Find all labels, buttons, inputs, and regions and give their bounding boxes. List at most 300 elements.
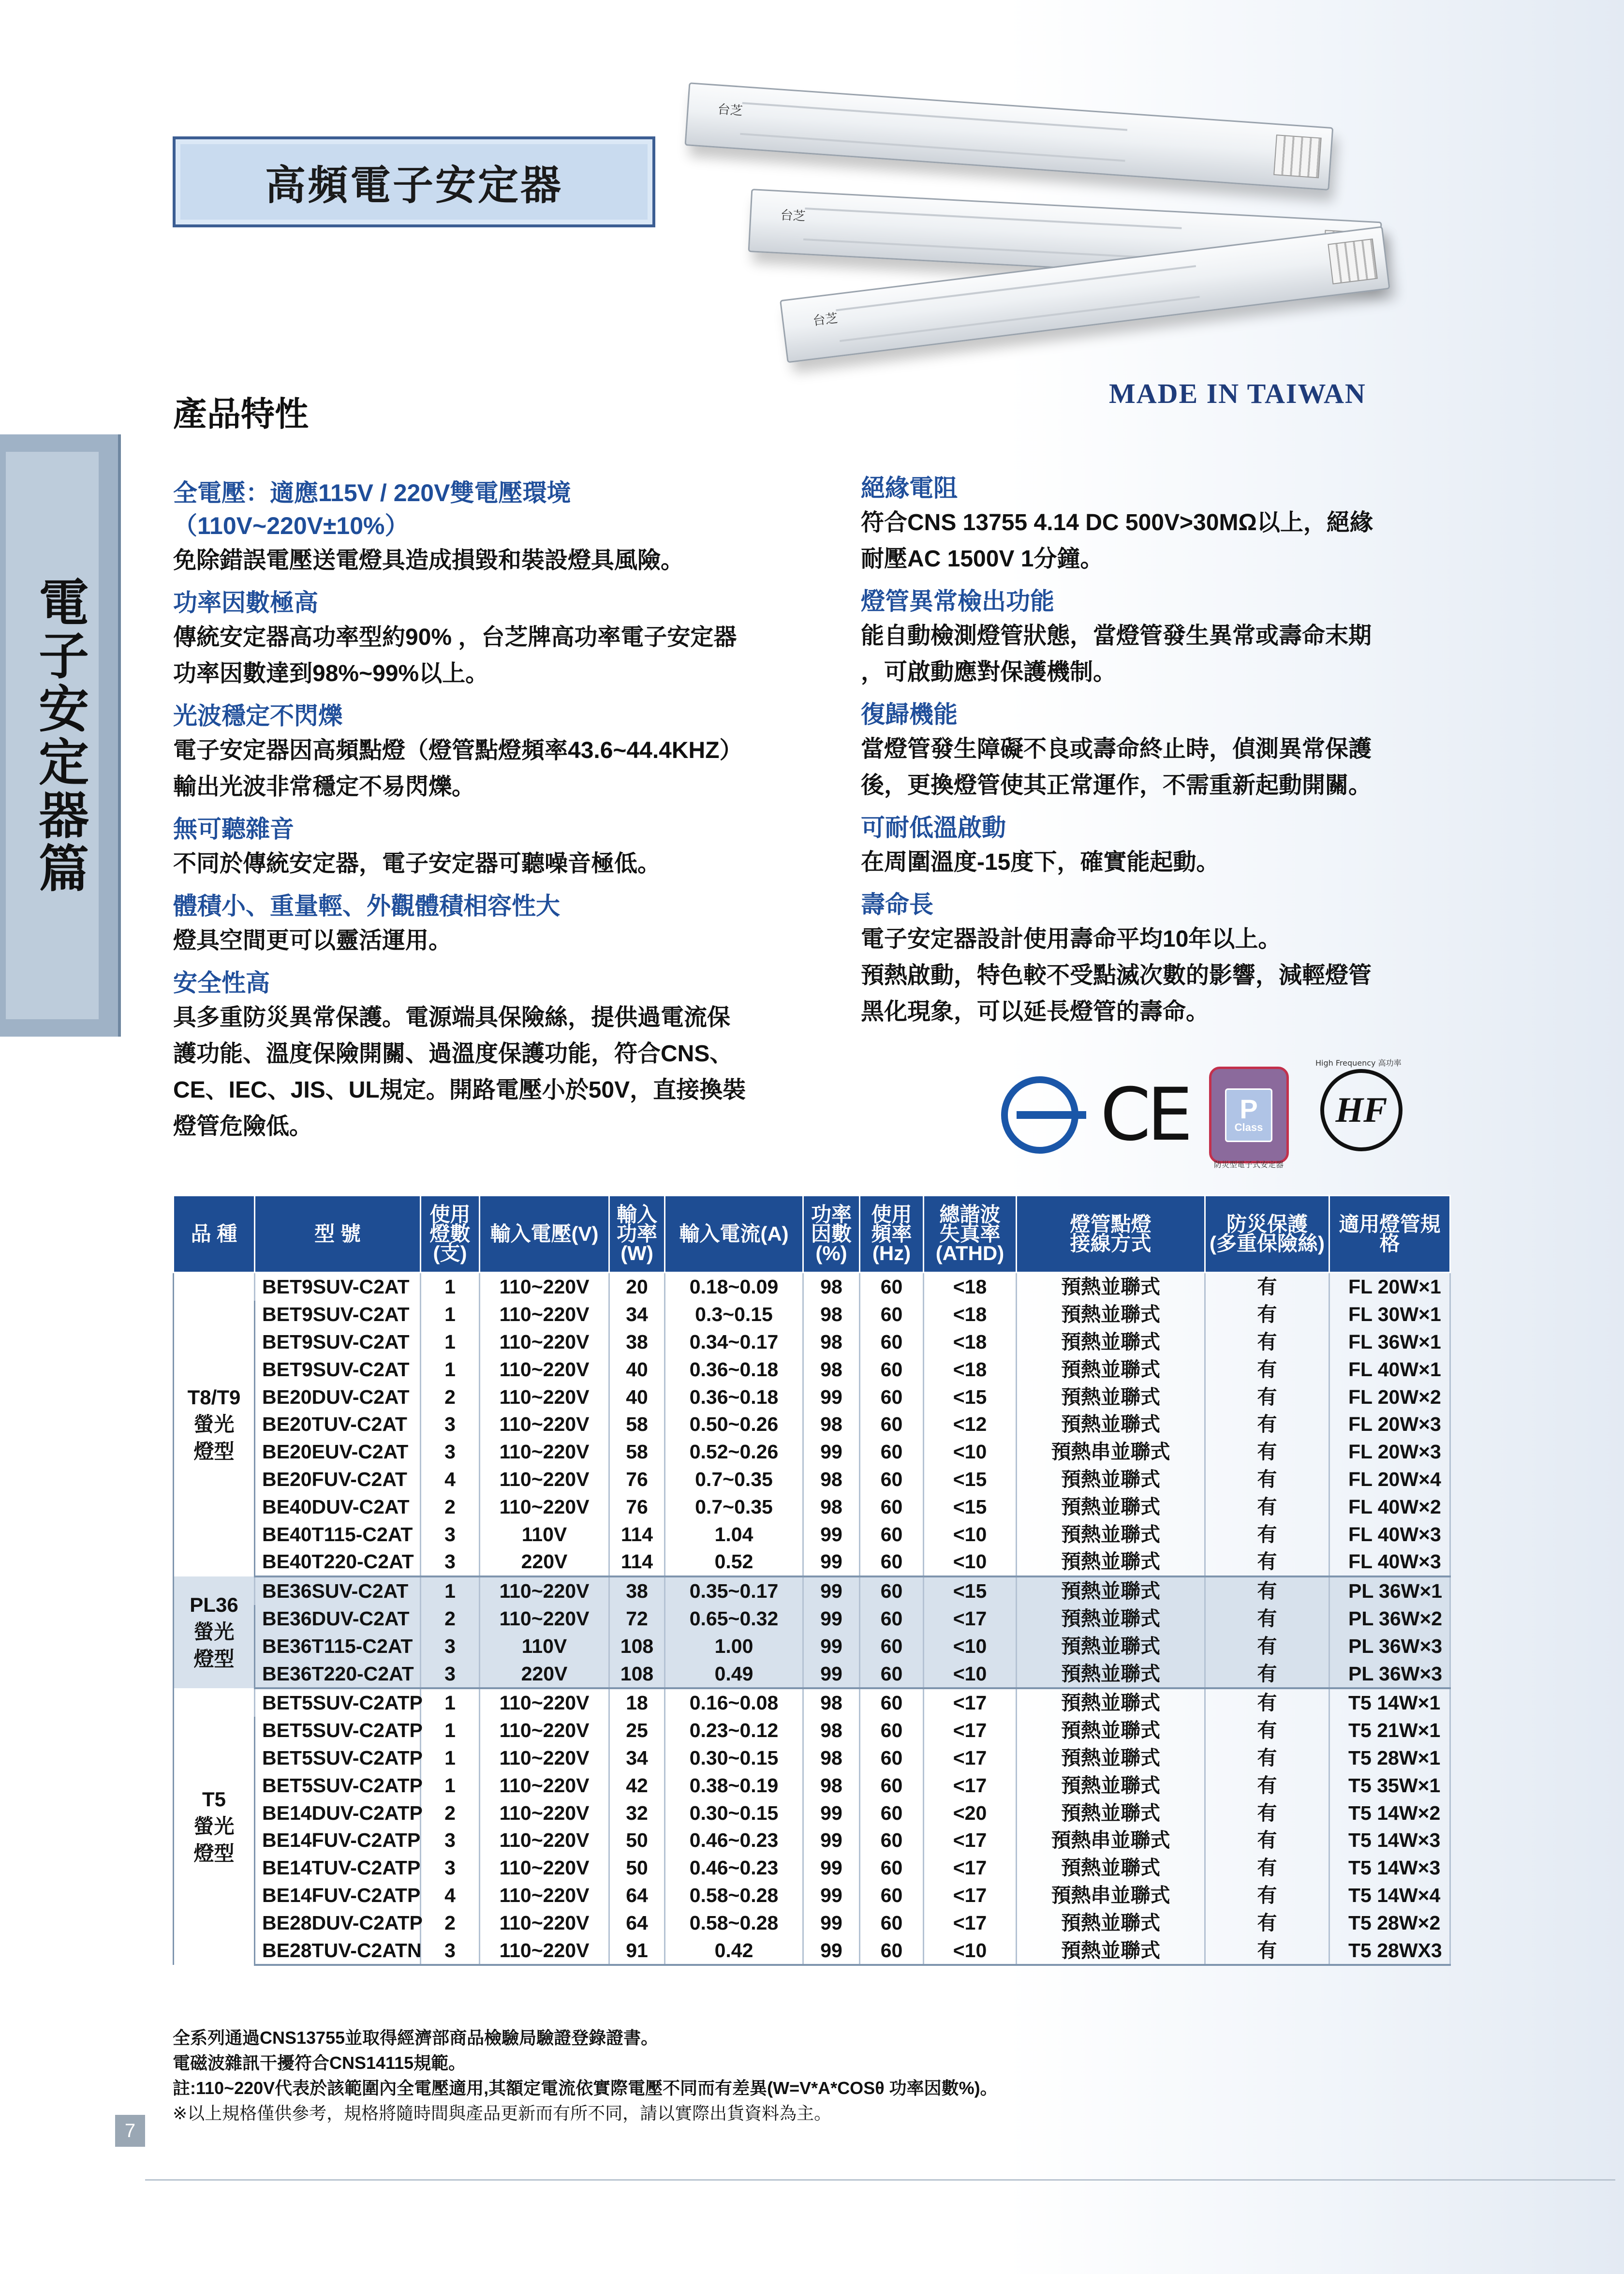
table-cell: 110V [480,1520,609,1548]
table-cell: BE14TUV-C2ATP [255,1854,421,1882]
table-cell: T5 14W×1 [1329,1688,1450,1717]
table-cell: BE36SUV-C2AT [255,1576,421,1605]
table-cell: 220V [480,1660,609,1688]
table-cell: 98 [803,1688,860,1717]
ce-mark-icon: CE [1100,1073,1189,1157]
table-cell: 有 [1205,1548,1329,1576]
table-cell: 0.52 [665,1548,803,1576]
table-cell: 110~220V [480,1717,609,1744]
table-cell: <17 [924,1909,1017,1936]
table-cell: <17 [924,1882,1017,1909]
table-cell: 有 [1205,1744,1329,1772]
table-cell: 預熱並聯式 [1017,1273,1205,1301]
table-cell: 98 [803,1466,860,1493]
table-header-cell: 防災保護 (多重保險絲) [1205,1196,1329,1273]
table-cell: <17 [924,1744,1017,1772]
table-cell: BE40T115-C2AT [255,1520,421,1548]
table-cell: <17 [924,1717,1017,1744]
cns-mark-icon [1001,1076,1078,1154]
table-cell: 40 [609,1383,665,1411]
table-cell: 60 [860,1744,924,1772]
feature-title: 可耐低溫啟動 [861,814,1006,841]
table-row [174,1328,1450,1356]
table-row [174,1548,1450,1576]
table-cell: 0.3~0.15 [665,1301,803,1328]
table-cell: FL 36W×1 [1329,1328,1450,1356]
table-cell: 98 [803,1328,860,1356]
table-cell: 60 [860,1548,924,1576]
table-cell: 有 [1205,1520,1329,1548]
table-cell: 110~220V [480,1771,609,1799]
feature-body: 當燈管發生障礙不良或壽命終止時，偵測異常保護 後，更換燈管使其正常運作，不需重新起動開關。 [861,736,1372,798]
table-cell: 99 [803,1438,860,1466]
table-cell: 0.23~0.12 [665,1717,803,1744]
table-cell: 4 [421,1466,480,1493]
table-cell: 有 [1205,1273,1329,1301]
table-cell: 110V [480,1632,609,1660]
table-cell: 1 [421,1328,480,1356]
table-cell: BET5SUV-C2ATP [255,1688,421,1717]
table-header-cell: 燈管點燈 接線方式 [1017,1196,1205,1273]
table-cell: 有 [1205,1854,1329,1882]
table-cell: 有 [1205,1882,1329,1909]
feature-title: 絕緣電阻 [861,475,958,502]
feature-title: 安全性高 [173,969,270,996]
table-cell: <17 [924,1605,1017,1633]
table-cell: BE36DUV-C2AT [255,1605,421,1633]
table-cell: BE40T220-C2AT [255,1548,421,1576]
table-cell: 有 [1205,1493,1329,1520]
note-disclaimer: ※以上規格僅供參考，規格將隨時間與產品更新而有所不同，請以實際出貨資料為主。 [173,2103,832,2123]
table-cell: 0.65~0.32 [665,1605,803,1633]
table-cell: BE28TUV-C2ATN [255,1936,421,1965]
table-row [174,1882,1450,1909]
feature-body: 具多重防災異常保護。電源端具保險絲，提供過電流保 護功能、溫度保險開關、過溫度保護功能，符合CNS、 CE、IEC、JIS、UL規定。開路電壓小於50V，直接換裝 燈管危險低。 [173,1005,746,1139]
table-cell: 預熱並聯式 [1017,1301,1205,1328]
table-cell: BE14FUV-C2ATP [255,1882,421,1909]
table-cell: 60 [860,1411,924,1438]
table-cell: 1 [421,1717,480,1744]
table-cell: 0.49 [665,1660,803,1688]
table-cell: <15 [924,1576,1017,1605]
table-cell: 110~220V [480,1301,609,1328]
table-cell: <10 [924,1520,1017,1548]
feature-title: 全電壓：適應115V / 220V雙電壓環境 （110V~220V±10%） [173,479,571,539]
table-cell: 64 [609,1909,665,1936]
p-class-sub: Class [1234,1121,1263,1133]
feature-body: 符合CNS 13755 4.14 DC 500V>30MΩ以上，絕緣 耐壓AC 1500V 1分鐘。 [861,510,1373,572]
table-cell: 0.42 [665,1936,803,1965]
table-cell: 0.52~0.26 [665,1438,803,1466]
table-cell: 預熱並聯式 [1017,1744,1205,1772]
table-cell: 60 [860,1383,924,1411]
table-cell: <12 [924,1411,1017,1438]
table-cell: 110~220V [480,1466,609,1493]
table-cell: 有 [1205,1328,1329,1356]
table-cell: 2 [421,1383,480,1411]
table-cell: 0.7~0.35 [665,1493,803,1520]
feature-item [861,698,1470,803]
table-cell: 72 [609,1605,665,1633]
table-cell: BE40DUV-C2AT [255,1493,421,1520]
table-cell: 38 [609,1576,665,1605]
table-cell: 0.36~0.18 [665,1355,803,1383]
table-cell: 50 [609,1827,665,1854]
table-row [174,1771,1450,1799]
table-header-cell: 輸入電壓(V) [480,1196,609,1273]
table-cell: 98 [803,1355,860,1383]
table-cell: <10 [924,1660,1017,1688]
table-cell: 0.50~0.26 [665,1411,803,1438]
table-cell: FL 40W×1 [1329,1355,1450,1383]
table-cell: 有 [1205,1827,1329,1854]
table-row [174,1383,1450,1411]
table-cell: 34 [609,1744,665,1772]
table-cell: 110~220V [480,1854,609,1882]
table-cell: 91 [609,1936,665,1965]
table-cell: 0.7~0.35 [665,1466,803,1493]
table-cell: 1.00 [665,1632,803,1660]
table-row [174,1520,1450,1548]
table-cell: T5 21W×1 [1329,1717,1450,1744]
table-cell: 60 [860,1576,924,1605]
p-class-icon [1209,1067,1289,1163]
feature-title: 燈管異常檢出功能 [861,588,1054,615]
table-cell: 2 [421,1909,480,1936]
table-cell: 110~220V [480,1438,609,1466]
table-row [174,1632,1450,1660]
table-cell: 預熱並聯式 [1017,1548,1205,1576]
table-cell: 60 [860,1660,924,1688]
table-cell: 99 [803,1799,860,1827]
table-cell: BE36T220-C2AT [255,1660,421,1688]
table-cell: 99 [803,1827,860,1854]
p-class-caption: 防災型電子式安定器 [1214,1160,1284,1169]
table-cell: 有 [1205,1660,1329,1688]
table-cell: 42 [609,1771,665,1799]
table-cell: PL 36W×3 [1329,1632,1450,1660]
table-cell: 99 [803,1605,860,1633]
table-cell: 有 [1205,1466,1329,1493]
table-cell: FL 40W×2 [1329,1493,1450,1520]
features-left-column [173,476,845,1152]
table-cell: 99 [803,1882,860,1909]
feature-item [861,472,1470,577]
table-cell: 0.46~0.23 [665,1827,803,1854]
table-row [174,1273,1450,1301]
table-cell: 預熱串並聯式 [1017,1882,1205,1909]
table-cell: 98 [803,1717,860,1744]
table-cell: <18 [924,1328,1017,1356]
table-cell: 60 [860,1882,924,1909]
table-cell: 0.30~0.15 [665,1799,803,1827]
table-row [174,1909,1450,1936]
feature-item [173,813,845,882]
table-cell: 60 [860,1799,924,1827]
table-cell: 預熱並聯式 [1017,1493,1205,1520]
table-cell: 99 [803,1660,860,1688]
table-cell: FL 20W×3 [1329,1411,1450,1438]
table-cell: 110~220V [480,1328,609,1356]
table-cell: <18 [924,1301,1017,1328]
table-cell: 3 [421,1411,480,1438]
table-cell: 3 [421,1548,480,1576]
table-cell: 108 [609,1632,665,1660]
table-cell: PL 36W×3 [1329,1660,1450,1688]
table-cell: BET5SUV-C2ATP [255,1744,421,1772]
table-cell: 預熱並聯式 [1017,1383,1205,1411]
feature-item [173,966,845,1144]
table-cell: 預熱並聯式 [1017,1799,1205,1827]
table-cell: T5 28WX3 [1329,1936,1450,1965]
table-cell: 0.16~0.08 [665,1688,803,1717]
table-cell: FL 40W×3 [1329,1548,1450,1576]
feature-item [173,699,845,805]
table-row [174,1827,1450,1854]
table-cell: 1 [421,1273,480,1301]
table-cell: FL 20W×2 [1329,1383,1450,1411]
table-cell: 99 [803,1936,860,1965]
table-cell: 60 [860,1909,924,1936]
table-cell: BE36T115-C2AT [255,1632,421,1660]
page-title: 高頻電子安定器 [173,136,655,227]
table-cell: BE20DUV-C2AT [255,1383,421,1411]
table-cell: 98 [803,1493,860,1520]
table-cell: 220V [480,1548,609,1576]
table-cell: T5 28W×2 [1329,1909,1450,1936]
table-cell: T5 14W×3 [1329,1854,1450,1882]
table-cell: 60 [860,1273,924,1301]
table-cell: 3 [421,1936,480,1965]
table-cell: 預熱並聯式 [1017,1466,1205,1493]
table-header-row [174,1196,1450,1273]
side-tab [0,434,121,1037]
table-cell: 60 [860,1355,924,1383]
feature-body: 不同於傳統安定器，電子安定器可聽噪音極低。 [173,851,661,877]
table-cell: 60 [860,1466,924,1493]
table-cell: T5 14W×3 [1329,1827,1450,1854]
feature-title: 復歸機能 [861,701,958,728]
table-row [174,1438,1450,1466]
table-cell: 18 [609,1688,665,1717]
table-cell: FL 30W×1 [1329,1301,1450,1328]
feature-body: 電子安定器設計使用壽命平均10年以上。 預熱啟動，特色較不受點滅次數的影響，減輕燈管 黑化現象，可以延長燈管的壽命。 [861,926,1372,1025]
certification-logos [982,1057,1453,1173]
table-cell: 60 [860,1301,924,1328]
table-header-cell: 使用 頻率 (Hz) [860,1196,924,1273]
table-cell: 預熱並聯式 [1017,1771,1205,1799]
table-cell: 有 [1205,1717,1329,1744]
table-cell: 110~220V [480,1605,609,1633]
table-cell: BET9SUV-C2AT [255,1273,421,1301]
table-cell: 99 [803,1548,860,1576]
table-cell: 有 [1205,1355,1329,1383]
table-cell: <15 [924,1466,1017,1493]
table-cell: 40 [609,1355,665,1383]
feature-body: 燈具空間更可以靈活運用。 [173,928,452,953]
table-cell: 60 [860,1936,924,1965]
feature-title: 功率因數極高 [173,589,318,616]
table-cell: 1 [421,1576,480,1605]
made-in-taiwan: MADE IN TAIWAN [1109,378,1366,409]
table-cell: 0.30~0.15 [665,1744,803,1772]
table-cell: 99 [803,1520,860,1548]
table-cell: 有 [1205,1383,1329,1411]
table-header-cell: 總諧波 失真率 (ATHD) [924,1196,1017,1273]
table-cell: FL 20W×1 [1329,1273,1450,1301]
feature-title: 壽命長 [861,891,933,918]
table-cell: 60 [860,1771,924,1799]
feature-item [173,586,845,692]
note-emi: 電磁波雜訊干擾符合CNS14115規範。 [173,2053,466,2073]
table-cell: 預熱並聯式 [1017,1688,1205,1717]
table-cell: PL 36W×2 [1329,1605,1450,1633]
feature-item [861,811,1470,880]
table-cell: 110~220V [480,1936,609,1965]
table-cell: 110~220V [480,1882,609,1909]
table-cell: 50 [609,1854,665,1882]
table-cell: 2 [421,1799,480,1827]
feature-body: 在周圍溫度-15度下，確實能起動。 [861,849,1220,875]
table-cell: BE14FUV-C2ATP [255,1827,421,1854]
table-cell: 3 [421,1520,480,1548]
footer-divider [145,2179,1615,2181]
table-cell: 110~220V [480,1273,609,1301]
table-row [174,1466,1450,1493]
table-cell: 60 [860,1854,924,1882]
table-cell: 98 [803,1411,860,1438]
table-cell: BE28DUV-C2ATP [255,1909,421,1936]
table-row [174,1854,1450,1882]
table-cell: FL 40W×3 [1329,1520,1450,1548]
table-cell: 110~220V [480,1688,609,1717]
table-cell: 3 [421,1438,480,1466]
table-cell: 有 [1205,1909,1329,1936]
table-cell: 0.36~0.18 [665,1383,803,1411]
table-cell: 110~220V [480,1744,609,1772]
table-cell: 20 [609,1273,665,1301]
feature-body: 傳統安定器高功率型約90% ，台芝牌高功率電子安定器 功率因數達到98%~99%以上。 [173,624,737,686]
table-cell: T5 35W×1 [1329,1771,1450,1799]
table-cell: 預熱並聯式 [1017,1605,1205,1633]
table-cell: 有 [1205,1576,1329,1605]
table-cell: 110~220V [480,1383,609,1411]
feature-item [861,888,1470,1030]
table-cell: 1 [421,1688,480,1717]
table-cell: BET9SUV-C2AT [255,1301,421,1328]
ballast-brand: 台芝 [780,208,806,224]
table-cell: <15 [924,1383,1017,1411]
table-cell: 預熱並聯式 [1017,1632,1205,1660]
table-cell: 98 [803,1301,860,1328]
table-cell: 98 [803,1771,860,1799]
p-class-letter: P [1240,1093,1258,1124]
table-cell: 1 [421,1355,480,1383]
note-cns-certificate: 全系列通過CNS13755並取得經濟部商品檢驗局驗證登錄證書。 [173,2028,659,2048]
table-cell: 4 [421,1882,480,1909]
table-cell: 0.58~0.28 [665,1882,803,1909]
table-cell: 有 [1205,1301,1329,1328]
table-cell: <17 [924,1827,1017,1854]
table-cell: 3 [421,1854,480,1882]
ballast-brand: 台芝 [717,102,743,119]
table-cell: BET5SUV-C2ATP [255,1771,421,1799]
features-heading: 產品特性 [173,395,309,433]
table-row [174,1605,1450,1633]
table-cell: <18 [924,1273,1017,1301]
note-voltage: 註:110~220V代表於該範圍內全電壓適用,其額定電流依實際電壓不同而有差異(W=V*A*COSθ 功率因數%)。 [173,2078,998,2098]
table-cell: 預熱並聯式 [1017,1854,1205,1882]
table-cell: 0.58~0.28 [665,1909,803,1936]
table-header-cell: 輸入電流(A) [665,1196,803,1273]
table-row [174,1936,1450,1965]
feature-item [861,585,1470,690]
table-cell: 預熱並聯式 [1017,1328,1205,1356]
table-cell: <10 [924,1548,1017,1576]
table-cell: <15 [924,1493,1017,1520]
table-cell: 預熱並聯式 [1017,1660,1205,1688]
table-header-cell: 適用燈管規格 [1329,1196,1450,1273]
table-cell: 有 [1205,1799,1329,1827]
table-cell: 預熱並聯式 [1017,1411,1205,1438]
table-cell: 99 [803,1854,860,1882]
table-cell: 110~220V [480,1493,609,1520]
table-cell: 110~220V [480,1355,609,1383]
table-cell: BET9SUV-C2AT [255,1328,421,1356]
table-row [174,1355,1450,1383]
table-cell: 58 [609,1411,665,1438]
table-cell: 76 [609,1466,665,1493]
table-cell: 110~220V [480,1909,609,1936]
table-cell: T5 28W×1 [1329,1744,1450,1772]
feature-body: 能自動檢測燈管狀態，當燈管發生異常或壽命末期 ，可啟動應對保護機制。 [861,623,1372,685]
table-cell: 有 [1205,1605,1329,1633]
table-cell: <17 [924,1771,1017,1799]
feature-item [173,476,845,579]
table-cell: BE20TUV-C2AT [255,1411,421,1438]
table-cell: 34 [609,1301,665,1328]
table-cell: 1 [421,1301,480,1328]
table-cell: 3 [421,1632,480,1660]
table-cell: <17 [924,1688,1017,1717]
side-tab-label: 電子安定器篇 [31,576,87,895]
table-cell: BE14DUV-C2ATP [255,1799,421,1827]
table-cell: 25 [609,1717,665,1744]
table-cell: 預熱並聯式 [1017,1355,1205,1383]
table-cell: 110~220V [480,1411,609,1438]
table-row [174,1688,1450,1717]
table-cell: 0.18~0.09 [665,1273,803,1301]
table-cell: 108 [609,1660,665,1688]
table-cell: 98 [803,1273,860,1301]
table-row [174,1576,1450,1605]
table-cell: 60 [860,1438,924,1466]
table-row [174,1799,1450,1827]
table-cell: T5 14W×2 [1329,1799,1450,1827]
table-cell: 預熱並聯式 [1017,1936,1205,1965]
table-cell: 0.34~0.17 [665,1328,803,1356]
table-cell: 32 [609,1799,665,1827]
table-cell: 60 [860,1605,924,1633]
table-cell: 60 [860,1632,924,1660]
table-cell: 64 [609,1882,665,1909]
feature-title: 光波穩定不閃爍 [173,702,342,729]
table-row [174,1301,1450,1328]
table-cell: 有 [1205,1688,1329,1717]
table-row [174,1744,1450,1772]
table-cell: 58 [609,1438,665,1466]
table-cell: 110~220V [480,1576,609,1605]
